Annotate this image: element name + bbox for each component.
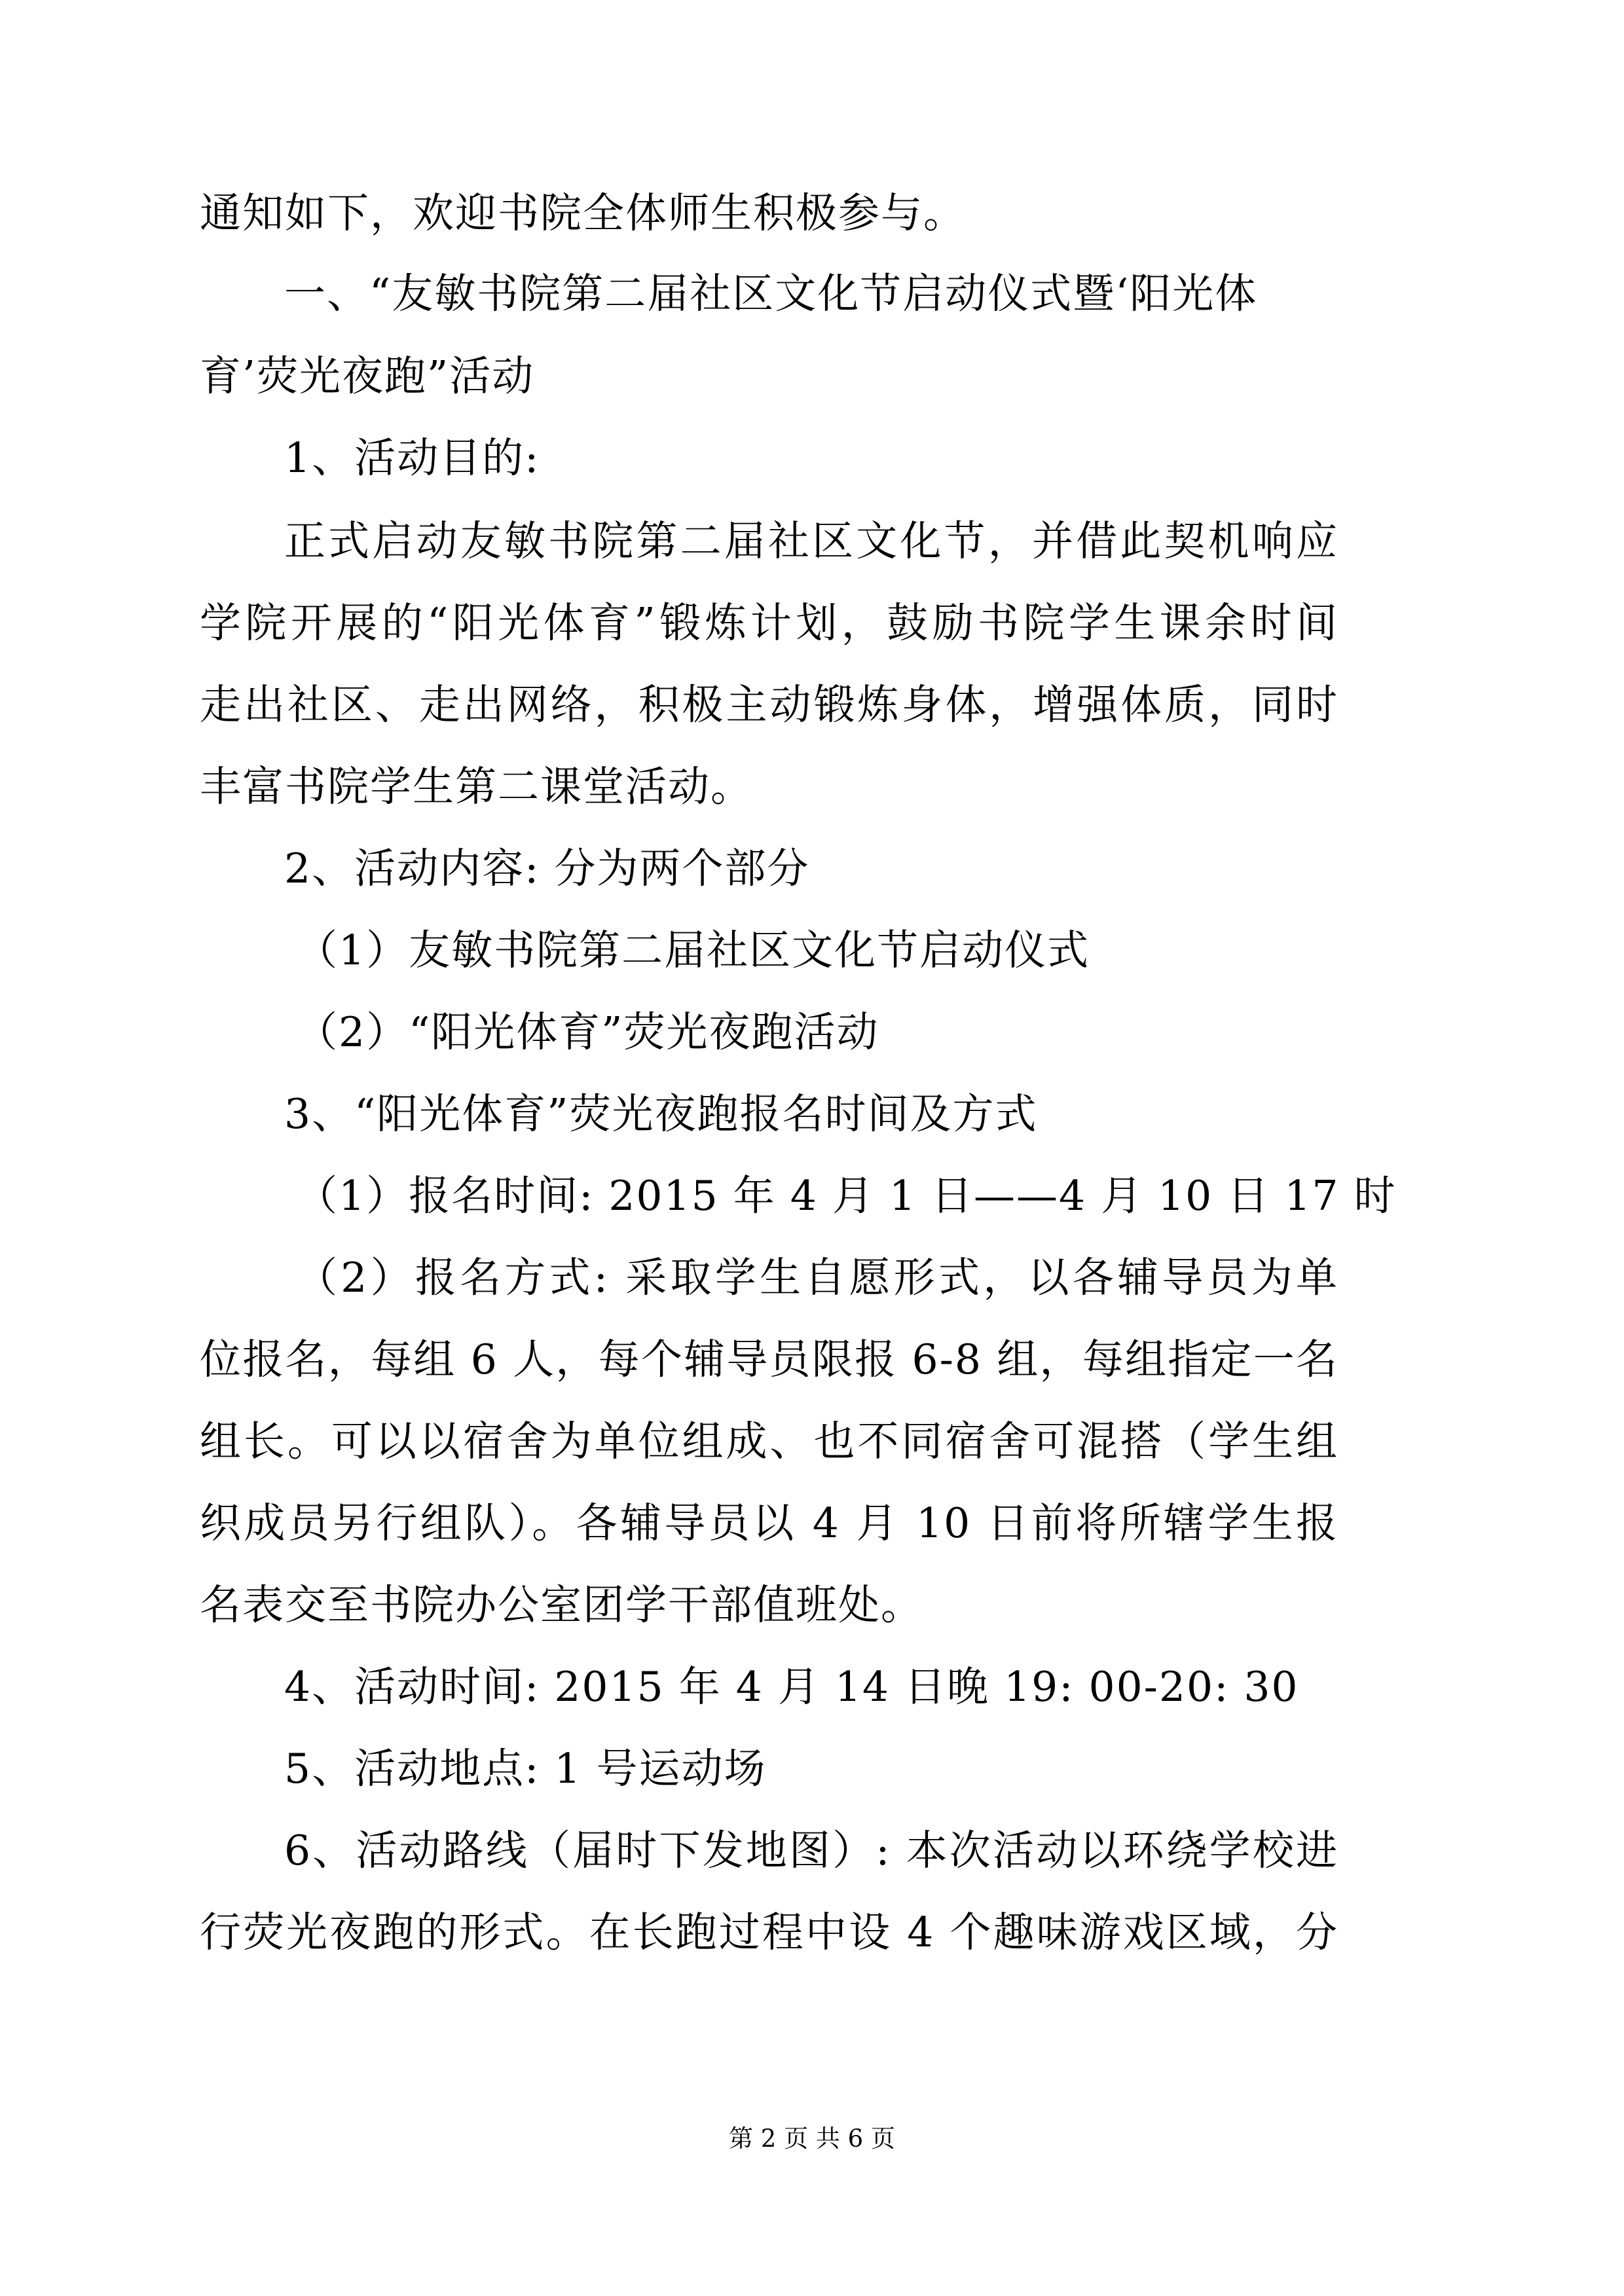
purpose-line-4: 丰富书院学生第二课堂活动。 [200,763,753,811]
subheading-registration: 3、“阳光体育”荧光夜跑报名时间及方式 [284,1090,1038,1138]
content-item-2: （2）“阳光体育”荧光夜跑活动 [296,1008,879,1056]
registration-method-line-3: 组长。可以以宿舍为单位组成、也不同宿舍可混搭（学生组 [200,1417,1338,1465]
activity-route-line-1: 6、活动路线（届时下发地图）: 本次活动以环绕学校进 [284,1827,1338,1874]
purpose-line-1: 正式启动友敏书院第二届社区文化节，并借此契机响应 [284,517,1338,565]
subheading-activity-purpose: 1、活动目的: [284,434,540,482]
body-line-1: 通知如下，欢迎书院全体师生积极参与。 [200,189,966,237]
section-heading-1-line-2: 育’荧光夜跑”活动 [200,352,535,400]
section-heading-1-line-1: 一、“友敏书院第二届社区文化节启动仪式暨‘阳光体 [284,270,1258,318]
registration-method-line-5: 名表交至书院办公室团学干部值班处。 [200,1581,923,1629]
activity-location: 5、活动地点: 1 号运动场 [284,1745,767,1793]
registration-method-line-2: 位报名，每组 6 人，每个辅导员限报 6-8 组，每组指定一名 [200,1336,1338,1383]
content-item-1: （1）友敏书院第二届社区文化节启动仪式 [296,926,1090,974]
subheading-activity-content: 2、活动内容: 分为两个部分 [284,845,810,892]
registration-time: （1）报名时间: 2015 年 4 月 1 日——4 月 10 日 17 时 [296,1172,1397,1220]
activity-route-line-2: 行荧光夜跑的形式。在长跑过程中设 4 个趣味游戏区域，分 [200,1908,1338,1956]
registration-method-line-4: 织成员另行组队）。各辅导员以 4 月 10 日前将所辖学生报 [200,1499,1338,1547]
purpose-line-2: 学院开展的“阳光体育”锻炼计划，鼓励书院学生课余时间 [200,599,1338,647]
purpose-line-3: 走出社区、走出网络，积极主动锻炼身体，增强体质，同时 [200,681,1338,729]
page-footer: 第 2 页 共 6 页 [729,2124,895,2153]
registration-method-line-1: （2）报名方式: 采取学生自愿形式，以各辅导员为单 [296,1254,1338,1302]
activity-time: 4、活动时间: 2015 年 4 月 14 日晚 19: 00-20: 30 [284,1663,1299,1711]
